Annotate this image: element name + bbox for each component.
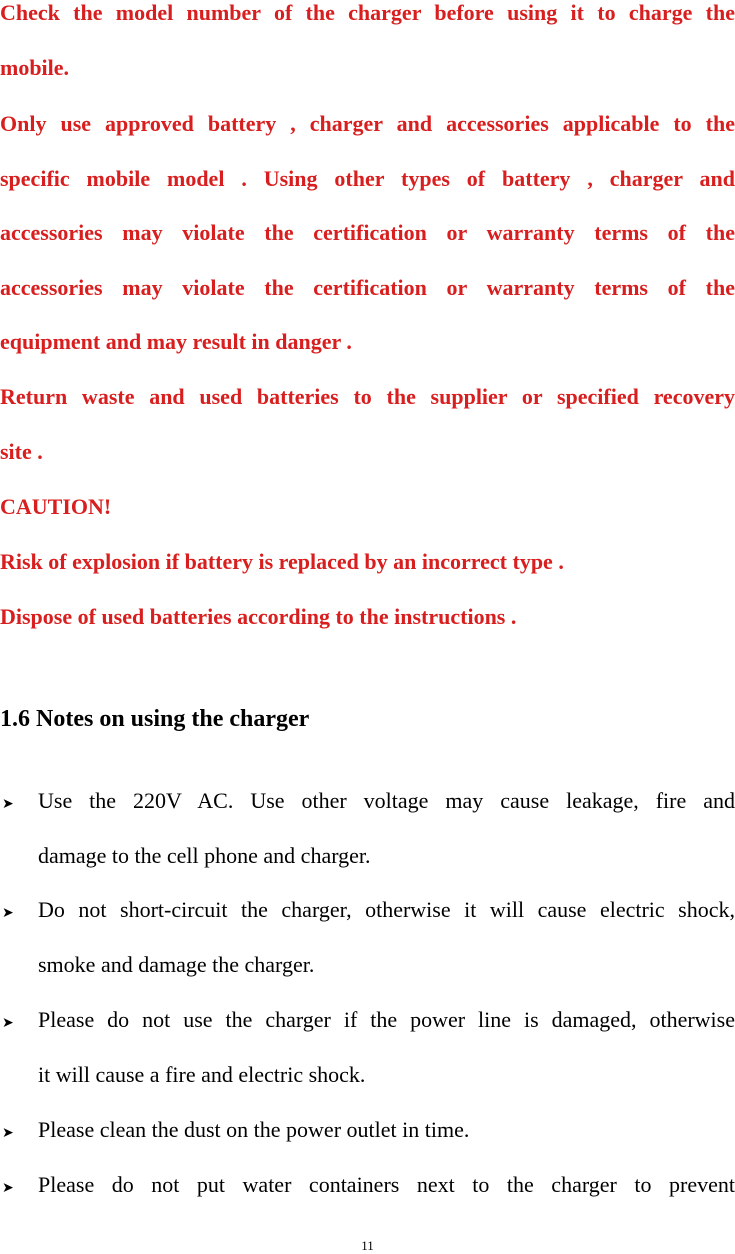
- page-number: 11: [361, 1238, 374, 1253]
- warning-line: equipment and may result in danger .: [0, 329, 352, 354]
- warning-line: Only use approved battery , charger and accessories applicable to the: [0, 111, 735, 136]
- warning-line: site .: [0, 439, 43, 464]
- list-item-text: it will cause a fire and electric shock.: [38, 1062, 366, 1087]
- arrow-bullet-icon: ➤: [2, 1181, 14, 1196]
- warning-line: specific mobile model . Using other types of battery , charger and: [0, 166, 735, 191]
- arrow-bullet-icon: ➤: [2, 1126, 14, 1141]
- arrow-bullet-icon: ➤: [2, 1016, 14, 1031]
- warning-line: Return waste and used batteries to the supplier or specified recovery: [0, 384, 735, 409]
- warning-line: accessories may violate the certification or warranty terms of the: [0, 220, 735, 245]
- caution-label: CAUTION!: [0, 494, 112, 519]
- warning-line: Dispose of used batteries according to the instructions .: [0, 604, 517, 629]
- warning-line: Check the model number of the charger before using it to charge the: [0, 0, 735, 25]
- list-item-text: Please clean the dust on the power outlet in time.: [38, 1117, 470, 1142]
- arrow-bullet-icon: ➤: [2, 906, 14, 921]
- list-item-text: Use the 220V AC. Use other voltage may cause leakage, fire and: [38, 788, 735, 813]
- list-item-text: smoke and damage the charger.: [38, 952, 315, 977]
- list-item-text: damage to the cell phone and charger.: [38, 843, 371, 868]
- list-item-text: Do not short-circuit the charger, otherwise it will cause electric shock,: [38, 897, 735, 922]
- section-heading: 1.6 Notes on using the charger: [0, 706, 310, 732]
- warning-line: accessories may violate the certification or warranty terms of the: [0, 275, 735, 300]
- warning-line: mobile.: [0, 55, 70, 80]
- list-item-text: Please do not put water containers next to the charger to prevent: [38, 1172, 735, 1197]
- list-item-text: Please do not use the charger if the power line is damaged, otherwise: [38, 1007, 735, 1032]
- warning-line: Risk of explosion if battery is replaced by an incorrect type .: [0, 549, 564, 574]
- arrow-bullet-icon: ➤: [2, 797, 14, 812]
